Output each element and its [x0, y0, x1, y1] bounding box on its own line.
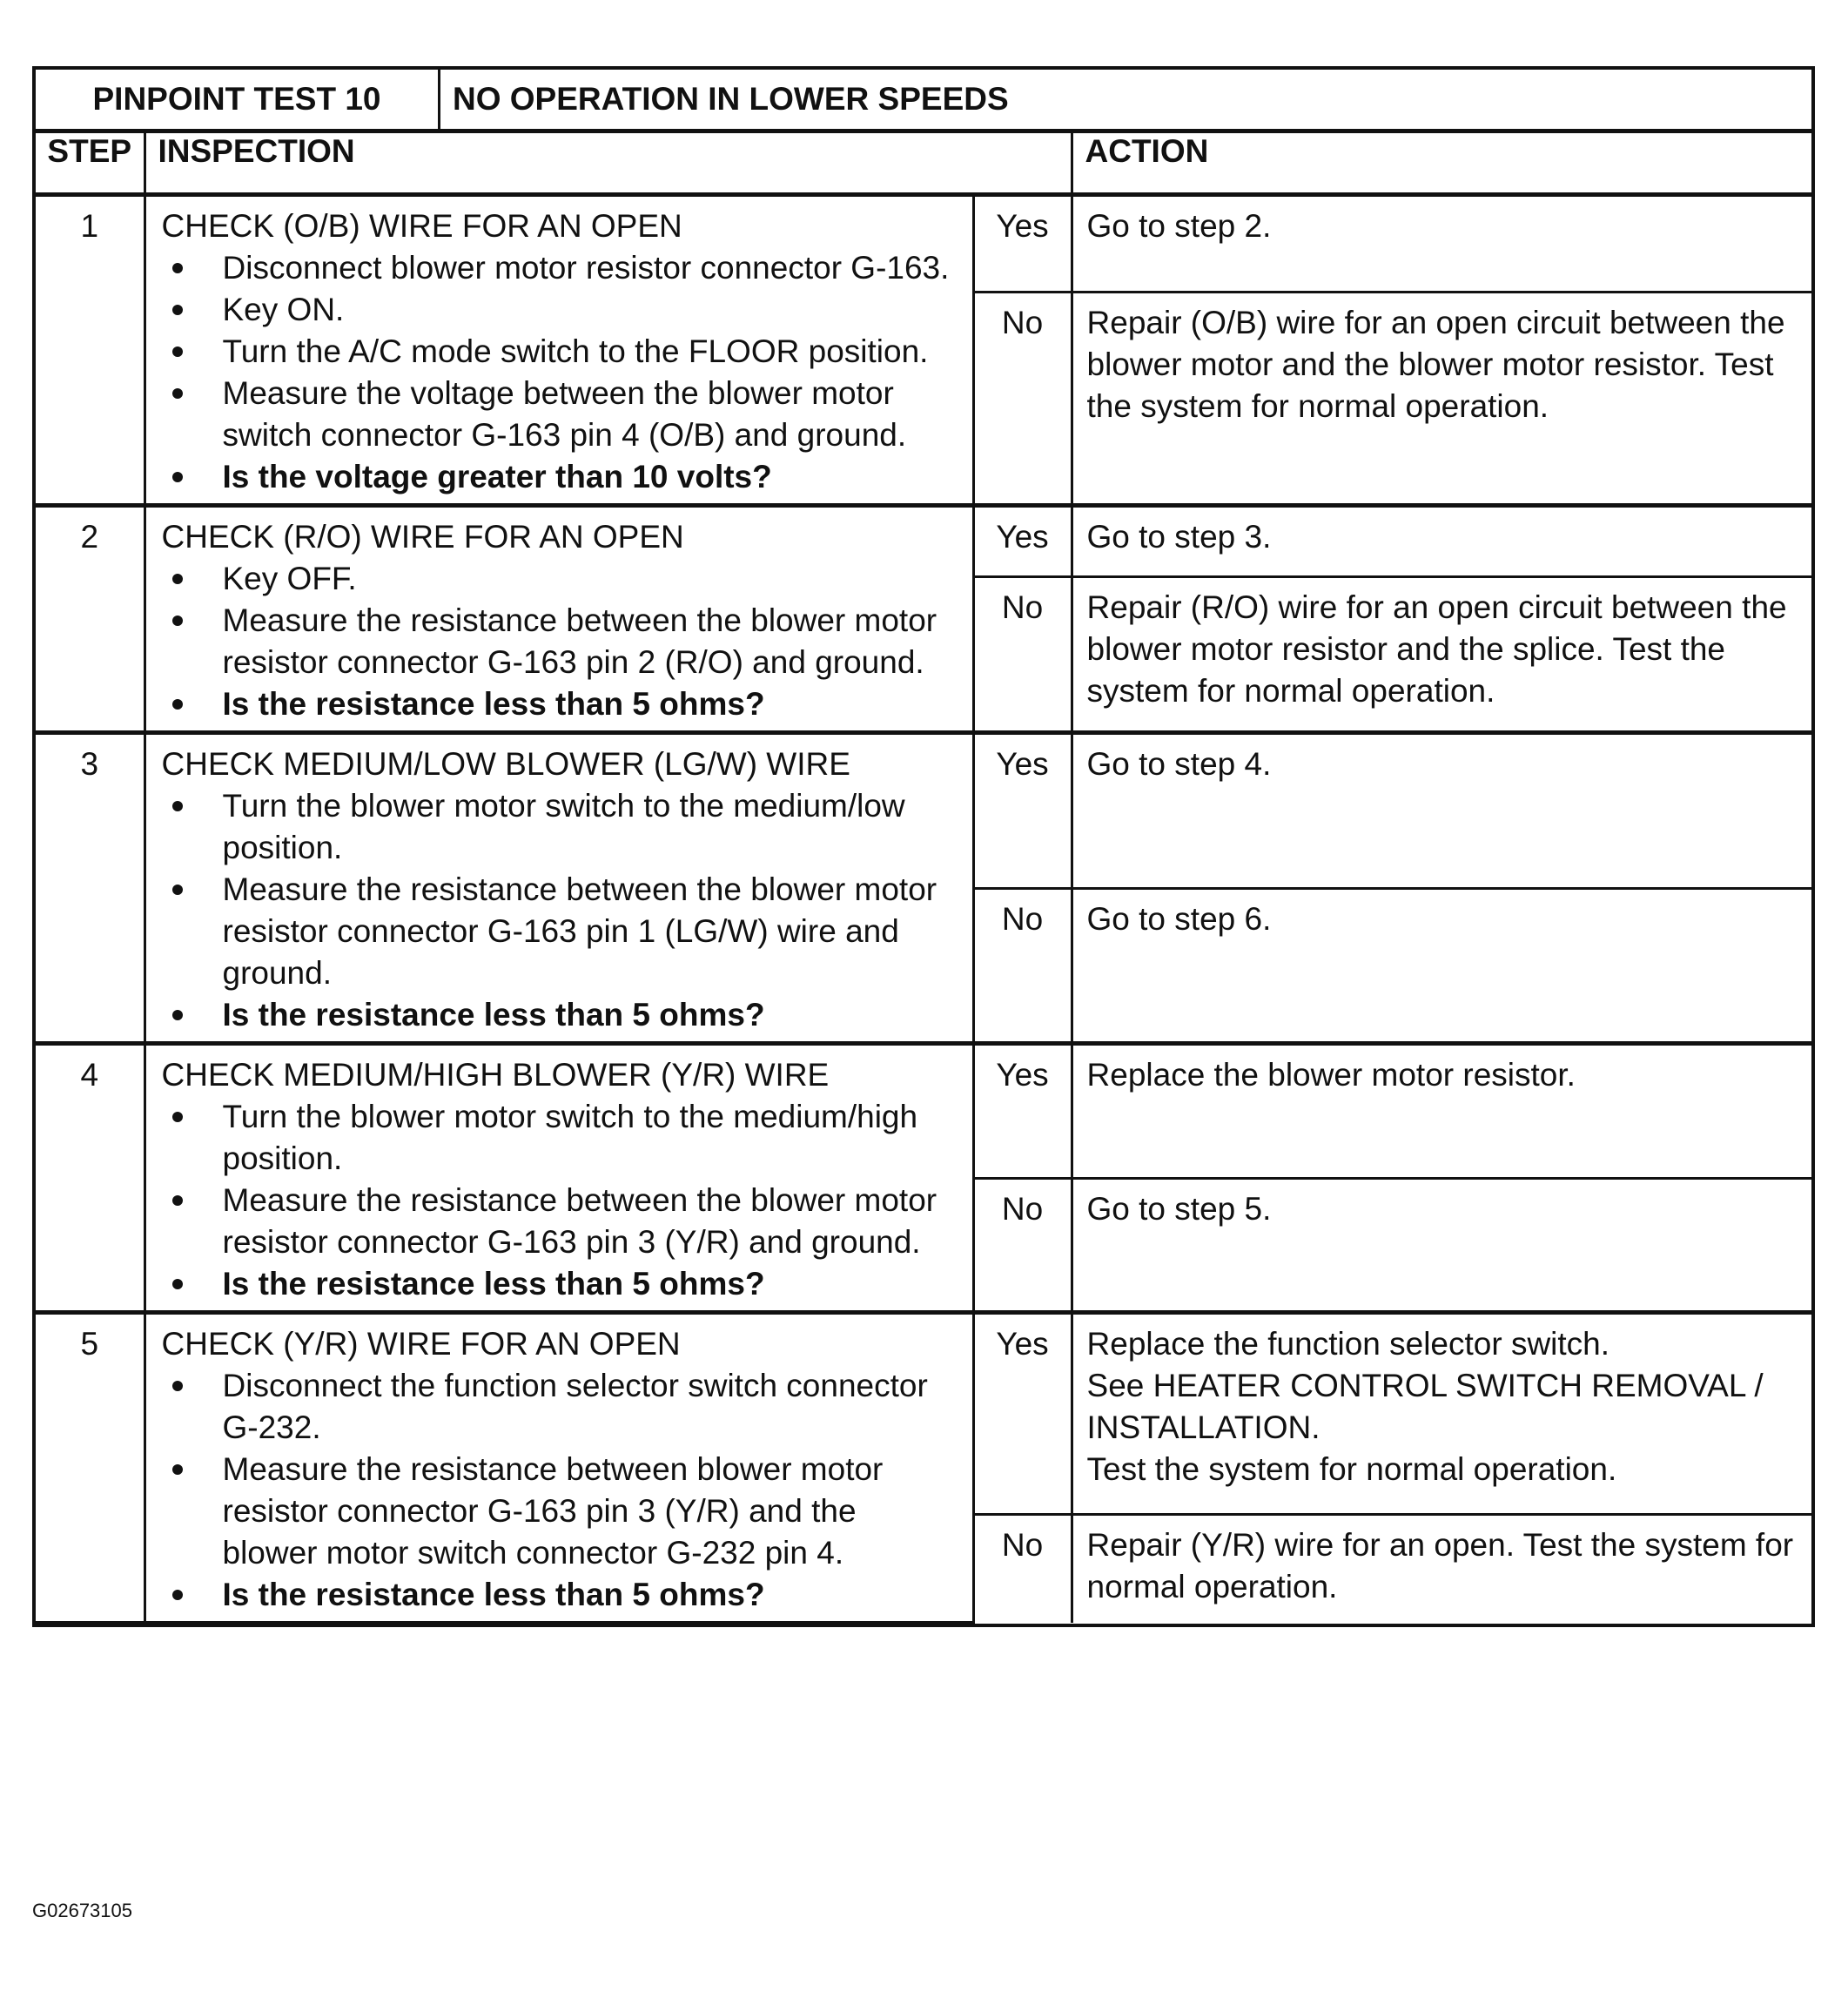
inspection-bullets: [162, 1365, 960, 1616]
yes-action: [1072, 733, 1811, 889]
bullet-text: Key OFF.: [222, 561, 357, 596]
bullet-text: Key ON.: [222, 292, 345, 327]
bullet-icon: [172, 1279, 183, 1289]
bullet-icon: [172, 616, 183, 626]
inspection-bullets: [162, 785, 960, 1036]
check-title: CHECK MEDIUM/HIGH BLOWER (Y/R) WIRE: [161, 1057, 830, 1093]
question-text: Is the resistance less than 5 ohms?: [222, 1266, 765, 1302]
bullet-item: [162, 1180, 960, 1263]
step-number: 3: [36, 733, 144, 1044]
bullet-icon: [172, 1112, 183, 1122]
bullet-text: Measure the resistance between blower motor resistor connector G-163 pin 3 (Y/R) and the blower motor switch connector G-232 pin 4.: [222, 1451, 884, 1571]
yes-label: Yes: [973, 1044, 1072, 1179]
step-row: [36, 1313, 1811, 1515]
bullet-item: [162, 247, 960, 289]
steps-table: [36, 133, 1811, 1624]
action-text: See HEATER CONTROL SWITCH REMOVAL / INSTALLATION.: [1086, 1368, 1764, 1445]
inspection-cell: [144, 1044, 973, 1313]
bullet-text: Turn the blower motor switch to the medium/low position.: [222, 788, 905, 865]
no-label: No: [973, 888, 1072, 1044]
step-number: 5: [36, 1313, 144, 1623]
bullet-text: Turn the blower motor switch to the medium/high position.: [222, 1099, 918, 1176]
check-title: CHECK (R/O) WIRE FOR AN OPEN: [161, 519, 684, 555]
bullet-icon: [172, 1195, 183, 1206]
column-header-row: [36, 133, 1811, 195]
bullet-icon: [172, 1010, 183, 1020]
no-label: No: [973, 1514, 1072, 1622]
action-text: Test the system for normal operation.: [1086, 1451, 1617, 1487]
bullet-icon: [172, 305, 183, 315]
bullet-item: [162, 331, 960, 373]
bullet-text: Disconnect the function selector switch connector G-232.: [222, 1368, 928, 1445]
bullet-item: [162, 869, 960, 994]
step-column-header: STEP: [36, 133, 144, 195]
no-action: [1072, 576, 1811, 732]
yes-label: Yes: [973, 1313, 1072, 1515]
action-text: Replace the function selector switch.: [1086, 1326, 1610, 1362]
no-action: [1072, 1514, 1811, 1622]
bullet-item: [162, 373, 960, 456]
inspection-cell: [144, 506, 973, 733]
bullet-icon: [172, 472, 183, 482]
no-action: [1072, 293, 1811, 506]
action-column-header: ACTION: [1072, 133, 1811, 195]
inspection-bullets: [162, 1096, 960, 1305]
step-number: 4: [36, 1044, 144, 1313]
pinpoint-test-table: [32, 66, 1815, 1627]
bullet-item: [162, 1365, 960, 1449]
step-row: [36, 506, 1811, 577]
action-text: Go to step 5.: [1086, 1190, 1272, 1227]
check-title: CHECK (O/B) WIRE FOR AN OPEN: [161, 208, 682, 244]
inspection-cell: [144, 195, 973, 506]
no-label: No: [973, 576, 1072, 732]
bullet-icon: [172, 388, 183, 399]
bullet-text: Measure the voltage between the blower motor switch connector G-163 pin 4 (O/B) and ground.: [222, 375, 907, 453]
yes-action: [1072, 1044, 1811, 1179]
inspection-cell: [144, 1313, 973, 1623]
bullet-item: [162, 785, 960, 869]
inspection-question: [162, 994, 960, 1036]
bullet-icon: [172, 346, 183, 357]
inspection-question: [162, 683, 960, 725]
bullet-text: Measure the resistance between the blower motor resistor connector G-163 pin 1 (LG/W) wire and ground.: [222, 871, 937, 991]
no-action: [1072, 1178, 1811, 1313]
yes-action: [1072, 195, 1811, 293]
bullet-item: [162, 558, 960, 600]
step-row: [36, 195, 1811, 293]
action-text: Repair (Y/R) wire for an open. Test the system for normal operation.: [1086, 1526, 1794, 1604]
bullet-icon: [172, 699, 183, 710]
question-text: Is the resistance less than 5 ohms?: [222, 997, 765, 1033]
bullet-text: Measure the resistance between the blower motor resistor connector G-163 pin 3 (Y/R) and ground.: [222, 1182, 937, 1260]
bullet-item: [162, 289, 960, 331]
inspection-question: [162, 456, 960, 498]
check-title: CHECK MEDIUM/LOW BLOWER (LG/W) WIRE: [161, 746, 850, 782]
document-id: G02673105: [32, 1900, 132, 1921]
no-label: No: [973, 293, 1072, 506]
no-label: No: [973, 1178, 1072, 1313]
yes-action: [1072, 506, 1811, 577]
inspection-cell: [144, 733, 973, 1044]
step-row: [36, 1044, 1811, 1179]
bullet-icon: [172, 263, 183, 273]
question-text: Is the resistance less than 5 ohms?: [222, 1577, 765, 1612]
bullet-icon: [172, 885, 183, 895]
action-text: Repair (O/B) wire for an open circuit between the blower motor and the blower motor resistor. Test the system for normal operation.: [1086, 305, 1785, 425]
inspection-column-header: INSPECTION: [144, 133, 1072, 195]
step-number: 1: [36, 195, 144, 506]
bullet-text: Measure the resistance between the blower motor resistor connector G-163 pin 2 (R/O) and ground.: [222, 602, 937, 680]
inspection-question: [162, 1574, 960, 1616]
check-title: CHECK (Y/R) WIRE FOR AN OPEN: [161, 1326, 681, 1362]
step-number: 2: [36, 506, 144, 733]
inspection-bullets: [162, 558, 960, 725]
action-text: Go to step 4.: [1086, 746, 1272, 782]
test-id: PINPOINT TEST 10: [36, 70, 440, 129]
yes-label: Yes: [973, 506, 1072, 577]
action-text: Replace the blower motor resistor.: [1086, 1057, 1576, 1093]
action-text: Go to step 2.: [1086, 208, 1272, 244]
inspection-question: [162, 1263, 960, 1305]
question-text: Is the resistance less than 5 ohms?: [222, 686, 765, 722]
inspection-bullets: [162, 247, 960, 498]
bullet-icon: [172, 1381, 183, 1391]
yes-action: [1072, 1313, 1811, 1515]
step-row: [36, 733, 1811, 889]
bullet-text: Disconnect blower motor resistor connector G-163.: [222, 250, 950, 286]
test-header: [36, 70, 1811, 133]
bullet-item: [162, 600, 960, 683]
question-text: Is the voltage greater than 10 volts?: [222, 459, 772, 494]
bullet-icon: [172, 1464, 183, 1475]
bullet-icon: [172, 1590, 183, 1600]
bullet-icon: [172, 574, 183, 584]
bullet-item: [162, 1096, 960, 1180]
action-text: Go to step 3.: [1086, 519, 1272, 555]
yes-label: Yes: [973, 733, 1072, 889]
bullet-icon: [172, 801, 183, 811]
no-action: [1072, 888, 1811, 1044]
bullet-text: Turn the A/C mode switch to the FLOOR position.: [222, 333, 929, 369]
action-text: Repair (R/O) wire for an open circuit between the blower motor resistor and the splice. Test the system for normal operation.: [1086, 589, 1787, 709]
yes-label: Yes: [973, 195, 1072, 293]
test-name: NO OPERATION IN LOWER SPEEDS: [453, 81, 1009, 117]
action-text: Go to step 6.: [1086, 900, 1272, 937]
bullet-item: [162, 1449, 960, 1574]
